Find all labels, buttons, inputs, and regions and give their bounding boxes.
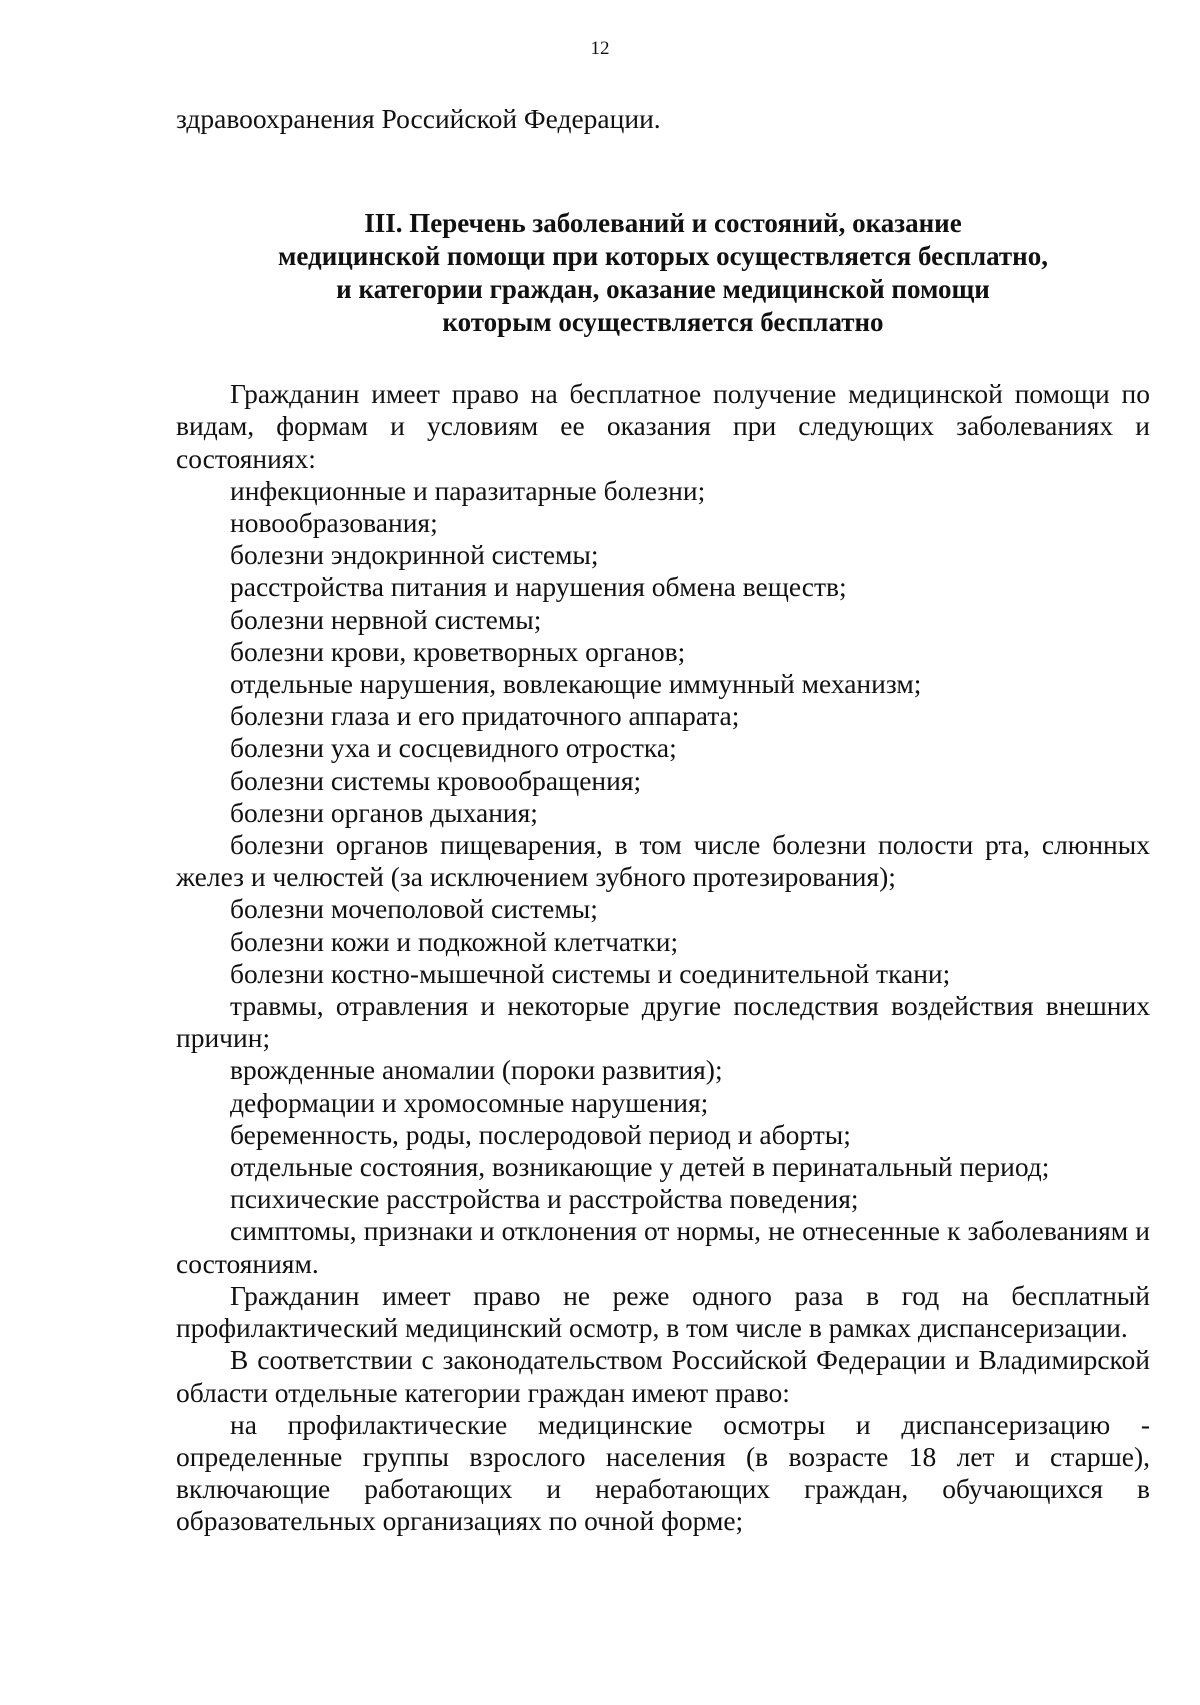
- continuation-text: здравоохранения Российской Федерации.: [176, 103, 661, 134]
- section-heading-line: и категории граждан, оказание медицинской помощи: [336, 274, 990, 305]
- disease-item: новообразования;: [230, 507, 438, 539]
- section-heading-line: медицинской помощи при которых осуществляется бесплатно,: [278, 241, 1048, 272]
- document-body: [176, 103, 1150, 1538]
- disease-item: отдельные нарушения, вовлекающие иммунный механизм;: [230, 668, 922, 700]
- disease-list: [176, 475, 1150, 1280]
- adults-paragraph: на профилактические медицинские осмотры и диспансеризацию - определенные группы взрослого населения (в возрасте 18 лет и старше), включающие работающих и неработающих граждан, обучающихся в образовательных организациях по очной форме;: [176, 1408, 1150, 1537]
- disease-item: отдельные состояния, возникающие у детей в перинатальный период;: [230, 1151, 1050, 1183]
- page-number: 12: [590, 38, 610, 59]
- disease-item: болезни органов дыхания;: [230, 796, 538, 828]
- disease-item: беременность, роды, послеродовой период и аборты;: [230, 1118, 851, 1150]
- disease-item: травмы, отравления и некоторые другие последствия воздействия внешних причин;: [176, 990, 1150, 1054]
- section-heading-line: которым осуществляется бесплатно: [442, 307, 884, 338]
- checkup-paragraph: Гражданин имеет право не реже одного раза в год на бесплатный профилактический медицинский осмотр, в том числе в рамках диспансеризации.: [176, 1279, 1150, 1344]
- section-heading: [176, 207, 1150, 339]
- disease-item: болезни органов пищеварения, в том числе болезни полости рта, слюнных желез и челюстей (за исключением зубного протезирования);: [176, 829, 1150, 893]
- section-heading-line: III. Перечень заболеваний и состояний, оказание: [364, 208, 962, 239]
- disease-item: болезни нервной системы;: [230, 603, 542, 635]
- disease-item: расстройства питания и нарушения обмена веществ;: [230, 571, 847, 603]
- disease-item: болезни крови, кроветворных органов;: [230, 635, 686, 667]
- disease-item: врожденные аномалии (пороки развития);: [230, 1054, 723, 1086]
- intro-paragraph: Гражданин имеет право на бесплатное получение медицинской помощи по видам, формам и условиям ее оказания при следующих заболеваниях и состояниях:: [176, 378, 1150, 474]
- disease-item: болезни уха и сосцевидного отростка;: [230, 732, 677, 764]
- disease-item: болезни костно-мышечной системы и соединительной ткани;: [230, 957, 951, 989]
- categories-paragraph: В соответствии с законодательством Российской Федерации и Владимирской области отдельные категории граждан имеют право:: [176, 1344, 1150, 1408]
- disease-item: болезни глаза и его придаточного аппарата;: [230, 700, 740, 732]
- disease-item: болезни эндокринной системы;: [230, 539, 599, 571]
- disease-item: симптомы, признаки и отклонения от нормы, не отнесенные к заболеваниям и состояниям.: [176, 1215, 1150, 1279]
- disease-item: психические расстройства и расстройства поведения;: [230, 1183, 859, 1215]
- disease-item: болезни кожи и подкожной клетчатки;: [230, 925, 679, 957]
- disease-item: болезни системы кровообращения;: [230, 764, 642, 796]
- disease-item: деформации и хромосомные нарушения;: [230, 1086, 709, 1118]
- disease-item: инфекционные и паразитарные болезни;: [230, 474, 706, 506]
- disease-item: болезни мочеполовой системы;: [230, 893, 598, 925]
